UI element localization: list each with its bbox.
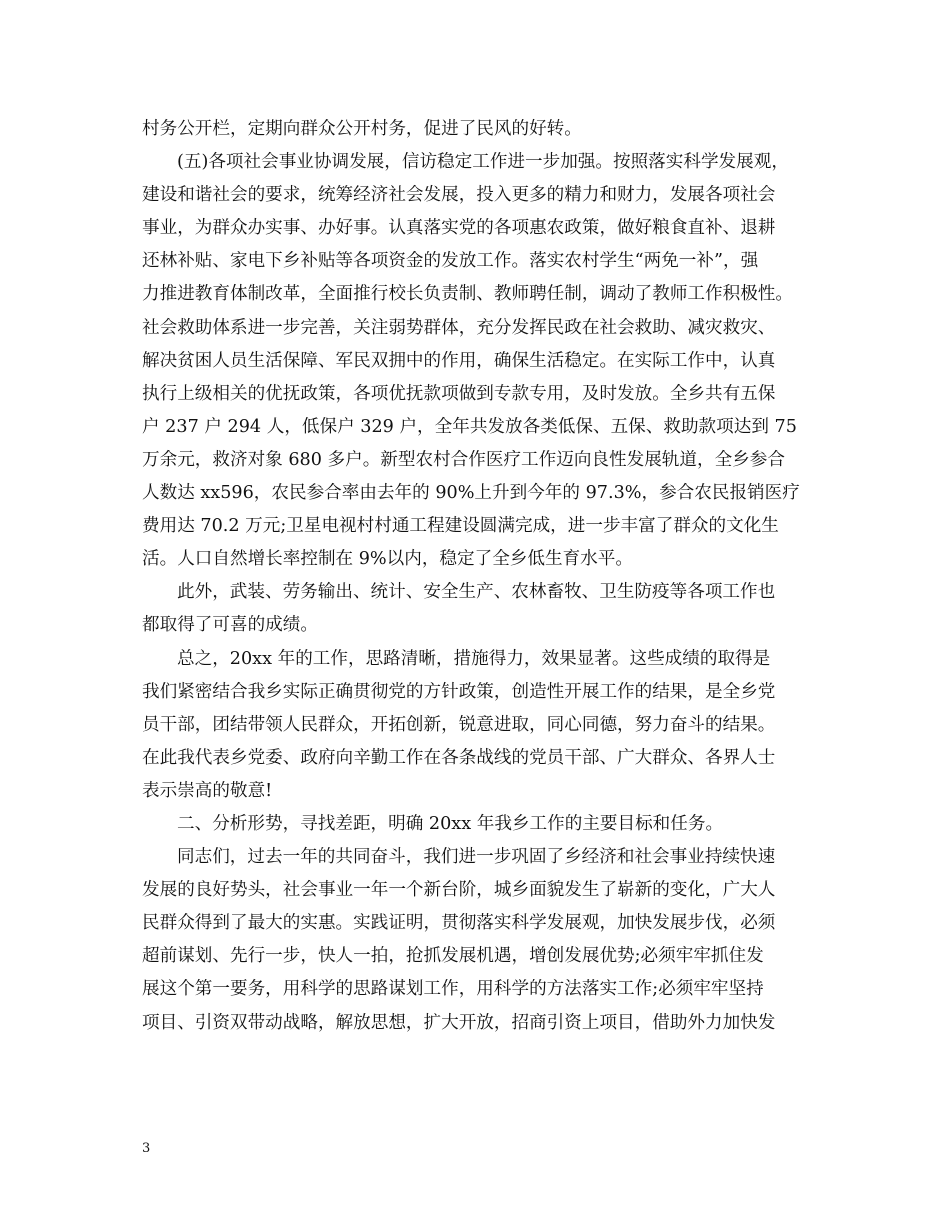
text-line: 还林补贴、家电下乡补贴等各项资金的发放工作。落实农村学生“两免一补”，强 [142,251,759,272]
text-line: 建设和谐社会的要求，统筹经济社会发展，投入更多的精力和财力，发展各项社会 [142,185,776,206]
text-line: 展这个第一要务，用科学的思路谋划工作，用科学的方法落实工作;必须牢牢坚持 [142,979,764,1000]
text-line: 活。人口自然增长率控制在 9%以内，稳定了全乡低生育水平。 [142,549,633,570]
text-line: 人数达 xx596，农民参合率由去年的 90%上升到今年的 97.3%，参合农民报销医疗 [142,483,800,504]
text-line: 事业，为群众办实事、办好事。认真落实党的各项惠农政策，做好粮食直补、退耕 [142,218,776,239]
text-line: 民群众得到了最大的实惠。实践证明，贯彻落实科学发展观，加快发展步伐，必须 [142,913,776,934]
text-line: 村务公开栏，定期向群众公开村务，促进了民风的好转。 [142,119,582,139]
text-line: 解决贫困人员生活保障、军民双拥中的作用，确保生活稳定。在实际工作中，认真 [142,350,776,371]
text-line: 都取得了可喜的成绩。 [142,615,318,636]
text-line: 二、分析形势，寻找差距，明确 20xx 年我乡工作的主要目标和任务。 [177,813,724,834]
text-line: 发展的良好势头，社会事业一年一个新台阶，城乡面貌发生了崭新的变化，广大人 [142,880,776,901]
page-number: 3 [142,1141,151,1156]
text-line: (五)各项社会事业协调发展，信访稳定工作进一步加强。按照落实科学发展观， [177,152,789,173]
text-line: 此外，武装、劳务输出、统计、安全生产、农林畜牧、卫生防疫等各项工作也 [177,582,776,603]
text-line: 在此我代表乡党委、政府向辛勤工作在各条战线的党员干部、广大群众、各界人士 [142,747,776,768]
text-line: 项目、引资双带动战略，解放思想，扩大开放，招商引资上项目，借助外力加快发 [142,1012,776,1033]
text-line: 表示崇高的敬意! [142,780,273,801]
text-line: 员干部，团结带领人民群众，开拓创新，锐意进取，同心同德，努力奋斗的结果。 [142,714,776,735]
text-line: 同志们，过去一年的共同奋斗，我们进一步巩固了乡经济和社会事业持续快速 [177,847,776,868]
text-line: 户 237 户 294 人，低保户 329 户，全年共发放各类低保、五保、救助款项达到 75 [142,416,797,437]
text-line: 执行上级相关的优抚政策，各项优抚款项做到专款专用，及时发放。全乡共有五保 [142,383,776,404]
text-line: 总之，20xx 年的工作，思路清晰，措施得力，效果显著。这些成绩的取得是 [177,648,771,669]
text-line: 我们紧密结合我乡实际正确贯彻党的方针政策，创造性开展工作的结果，是全乡党 [142,681,776,702]
text-line: 超前谋划、先行一步，快人一拍，抢抓发展机遇，增创发展优势;必须牢牢抓住发 [142,946,764,967]
text-line: 力推进教育体制改革，全面推行校长负责制、教师聘任制，调动了教师工作积极性。 [142,284,793,305]
text-line: 社会救助体系进一步完善，关注弱势群体，充分发挥民政在社会救助、减灾救灾、 [142,317,776,338]
text-line: 万余元，救济对象 680 多户。新型农村合作医疗工作迈向良性发展轨道，全乡参合 [142,449,785,470]
body-text [142,113,862,1040]
text-line: 费用达 70.2 万元;卫星电视村村通工程建设圆满完成，进一步丰富了群众的文化生 [142,516,779,537]
